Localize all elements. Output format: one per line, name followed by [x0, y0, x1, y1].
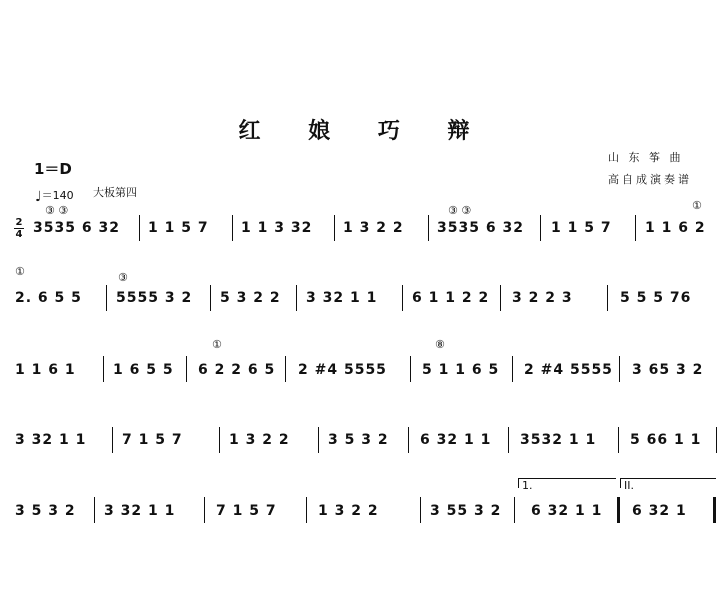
barline	[210, 285, 211, 311]
measure: 2 #4 5555	[298, 362, 387, 378]
tempo-marking	[35, 187, 74, 205]
measure: 6 2 2 6 5	[198, 362, 276, 378]
barline	[285, 356, 286, 382]
barline	[334, 215, 335, 241]
barline	[306, 497, 307, 523]
measure: 2. 6 5 5	[15, 290, 82, 306]
tempo-value: ＝140	[41, 189, 74, 202]
barline	[232, 215, 233, 241]
measure: 3535 6 32	[33, 220, 120, 236]
barline	[508, 427, 509, 453]
string-mark: ⑧	[435, 338, 445, 351]
barline	[619, 356, 620, 382]
measure: 1 1 6 2	[645, 220, 706, 236]
measure: 3 32 1 1	[306, 290, 378, 306]
barline	[94, 497, 95, 523]
measure: 3 55 3 2	[430, 503, 502, 519]
barline	[716, 427, 717, 453]
measure: 5 66 1 1	[630, 432, 702, 448]
barline	[186, 356, 187, 382]
arranger-label: 高自成演奏谱	[608, 173, 692, 186]
measure: 3532 1 1	[520, 432, 597, 448]
barline	[607, 285, 608, 311]
barline	[540, 215, 541, 241]
barline	[296, 285, 297, 311]
measure: 3 2 2 3	[512, 290, 573, 306]
barline	[428, 215, 429, 241]
barline	[112, 427, 113, 453]
volta-bracket-second-edge	[620, 478, 621, 488]
piece-title: 红 娘 巧 辩	[238, 118, 490, 144]
measure: 1 1 3 32	[241, 220, 313, 236]
measure: 6 32 1	[632, 503, 687, 519]
string-mark: ③ ③	[448, 204, 472, 217]
measure: 3 65 3 2	[632, 362, 704, 378]
barline	[512, 356, 513, 382]
barline	[514, 497, 515, 523]
measure: 5 3 2 2	[220, 290, 281, 306]
measure: 2 #4 5555	[524, 362, 613, 378]
measure: 7 1 5 7	[216, 503, 277, 519]
board-label: 大板第四	[93, 186, 137, 199]
volta-bracket-first-edge	[518, 478, 519, 488]
measure: 1 6 5 5	[113, 362, 174, 378]
measure: 7 1 5 7	[122, 432, 183, 448]
barline	[635, 215, 636, 241]
barline	[106, 285, 107, 311]
barline	[402, 285, 403, 311]
measure: 3 32 1 1	[15, 432, 87, 448]
barline	[408, 427, 409, 453]
measure: 1 3 2 2	[318, 503, 379, 519]
barline	[219, 427, 220, 453]
barline	[420, 497, 421, 523]
volta-bracket-first	[518, 478, 616, 479]
volta-second-label: II.	[624, 479, 634, 492]
string-mark: ③ ③	[45, 204, 69, 217]
measure: 3535 6 32	[437, 220, 524, 236]
barline	[500, 285, 501, 311]
barline	[103, 356, 104, 382]
measure: 3 5 3 2	[15, 503, 76, 519]
measure: 3 32 1 1	[104, 503, 176, 519]
measure: 1 3 2 2	[229, 432, 290, 448]
time-signature-numerator: 2	[15, 217, 23, 228]
measure: 6 32 1 1	[420, 432, 492, 448]
time-signature	[14, 218, 24, 239]
barline	[139, 215, 140, 241]
measure: 5 1 1 6 5	[422, 362, 500, 378]
barline	[204, 497, 205, 523]
barline	[410, 356, 411, 382]
measure: 6 1 1 2 2	[412, 290, 490, 306]
measure: 5 5 5 76	[620, 290, 692, 306]
volta-first-label: 1.	[522, 479, 533, 492]
barline	[318, 427, 319, 453]
measure: 1 3 2 2	[343, 220, 404, 236]
genre-label: 山 东 筝 曲	[608, 151, 684, 164]
measure: 5555 3 2	[116, 290, 193, 306]
measure: 1 1 5 7	[148, 220, 209, 236]
measure: 1 1 6 1	[15, 362, 76, 378]
final-barline	[713, 497, 716, 523]
measure: 3 5 3 2	[328, 432, 389, 448]
volta-bracket-second	[620, 478, 716, 479]
measure: 6 32 1 1	[531, 503, 603, 519]
string-mark: ①	[212, 338, 222, 351]
quarter-note-icon: ♩	[35, 189, 42, 205]
time-signature-denominator: 4	[15, 229, 23, 240]
string-mark: ③	[118, 271, 128, 284]
key-signature: 1＝D	[34, 160, 72, 178]
string-mark: ①	[15, 265, 25, 278]
barline	[618, 427, 619, 453]
measure: 1 1 5 7	[551, 220, 612, 236]
string-mark: ①	[692, 199, 702, 212]
repeat-barline	[617, 497, 620, 523]
